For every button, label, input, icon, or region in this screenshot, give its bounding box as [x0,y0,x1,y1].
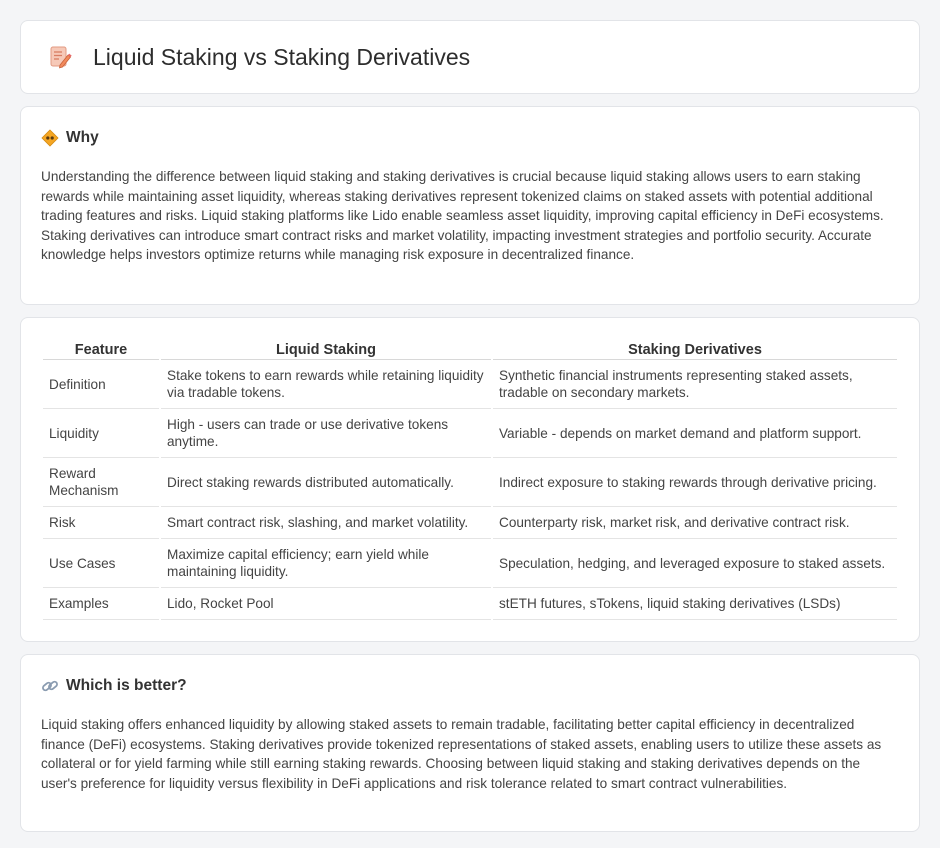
table-row [43,458,897,507]
why-text: Understanding the difference between liquid staking and staking derivatives is crucial because liquid staking allows users to earn staking rewards while maintaining asset liquidity, whereas staking derivatives represent tokenized claims on staked assets with potential additional trading features and risks. Liquid staking platforms like Lido enable seamless asset liquidity, improving capital efficiency in DeFi ecosystems. Staking derivatives can introduce smart contract risks and market volatility, impacting investment strategies and portfolio security. Accurate knowledge helps investors optimize returns while managing risk exposure in decentralized finance. [41,169,884,262]
table-row [43,588,897,620]
which-better-section [20,654,920,832]
liquid-staking-cell: Stake tokens to earn rewards while retaining liquidity via tradable tokens. [161,360,491,409]
better-text: Liquid staking offers enhanced liquidity by allowing staked assets to remain tradable, facilitating better capital efficiency in decentralized finance (DeFi) ecosystems. Staking derivatives provide tokenized representations of staked assets, enabling users to utilize these assets as collateral or for yield farming while still earning staking rewards. Choosing between liquid staking and staking derivatives depends on the user's preference for liquidity versus flexibility in DeFi applications and risk tolerance related to smart contract vulnerabilities. [41,717,882,791]
table-row [43,507,897,539]
staking-derivatives-cell: Synthetic financial instruments representing staked assets, tradable on secondary markets. [493,360,897,409]
table-row [43,539,897,588]
document-pen-icon [47,44,73,70]
feature-cell: Reward Mechanism [43,458,159,507]
liquid-staking-cell: Direct staking rewards distributed automatically. [161,458,491,507]
table-row [43,360,897,409]
staking-derivatives-cell: stETH futures, sTokens, liquid staking derivatives (LSDs) [493,588,897,620]
comparison-table-card [20,317,920,642]
liquid-staking-cell: Smart contract risk, slashing, and market volatility. [161,507,491,539]
why-heading-row [41,129,899,147]
header-liquid-staking: Liquid Staking [161,338,491,360]
table-header-row [43,338,897,360]
comparison-table [41,338,899,620]
staking-derivatives-cell: Variable - depends on market demand and platform support. [493,409,897,458]
diamond-sign-icon [41,129,59,147]
feature-cell: Risk [43,507,159,539]
feature-cell: Use Cases [43,539,159,588]
header-feature: Feature [43,338,159,360]
title-card [20,20,920,94]
staking-derivatives-cell: Counterparty risk, market risk, and derivative contract risk. [493,507,897,539]
feature-cell: Examples [43,588,159,620]
better-heading-row [41,677,899,695]
liquid-staking-cell: Lido, Rocket Pool [161,588,491,620]
feature-cell: Definition [43,360,159,409]
liquid-staking-cell: High - users can trade or use derivative tokens anytime. [161,409,491,458]
staking-derivatives-cell: Indirect exposure to staking rewards through derivative pricing. [493,458,897,507]
header-staking-derivatives: Staking Derivatives [493,338,897,360]
feature-cell: Liquidity [43,409,159,458]
better-heading: Which is better? [66,677,187,694]
liquid-staking-cell: Maximize capital efficiency; earn yield while maintaining liquidity. [161,539,491,588]
why-section [20,106,920,305]
staking-derivatives-cell: Speculation, hedging, and leveraged exposure to staked assets. [493,539,897,588]
link-icon [41,677,59,695]
page-title: Liquid Staking vs Staking Derivatives [93,43,471,70]
table-row [43,409,897,458]
why-heading: Why [66,129,99,146]
